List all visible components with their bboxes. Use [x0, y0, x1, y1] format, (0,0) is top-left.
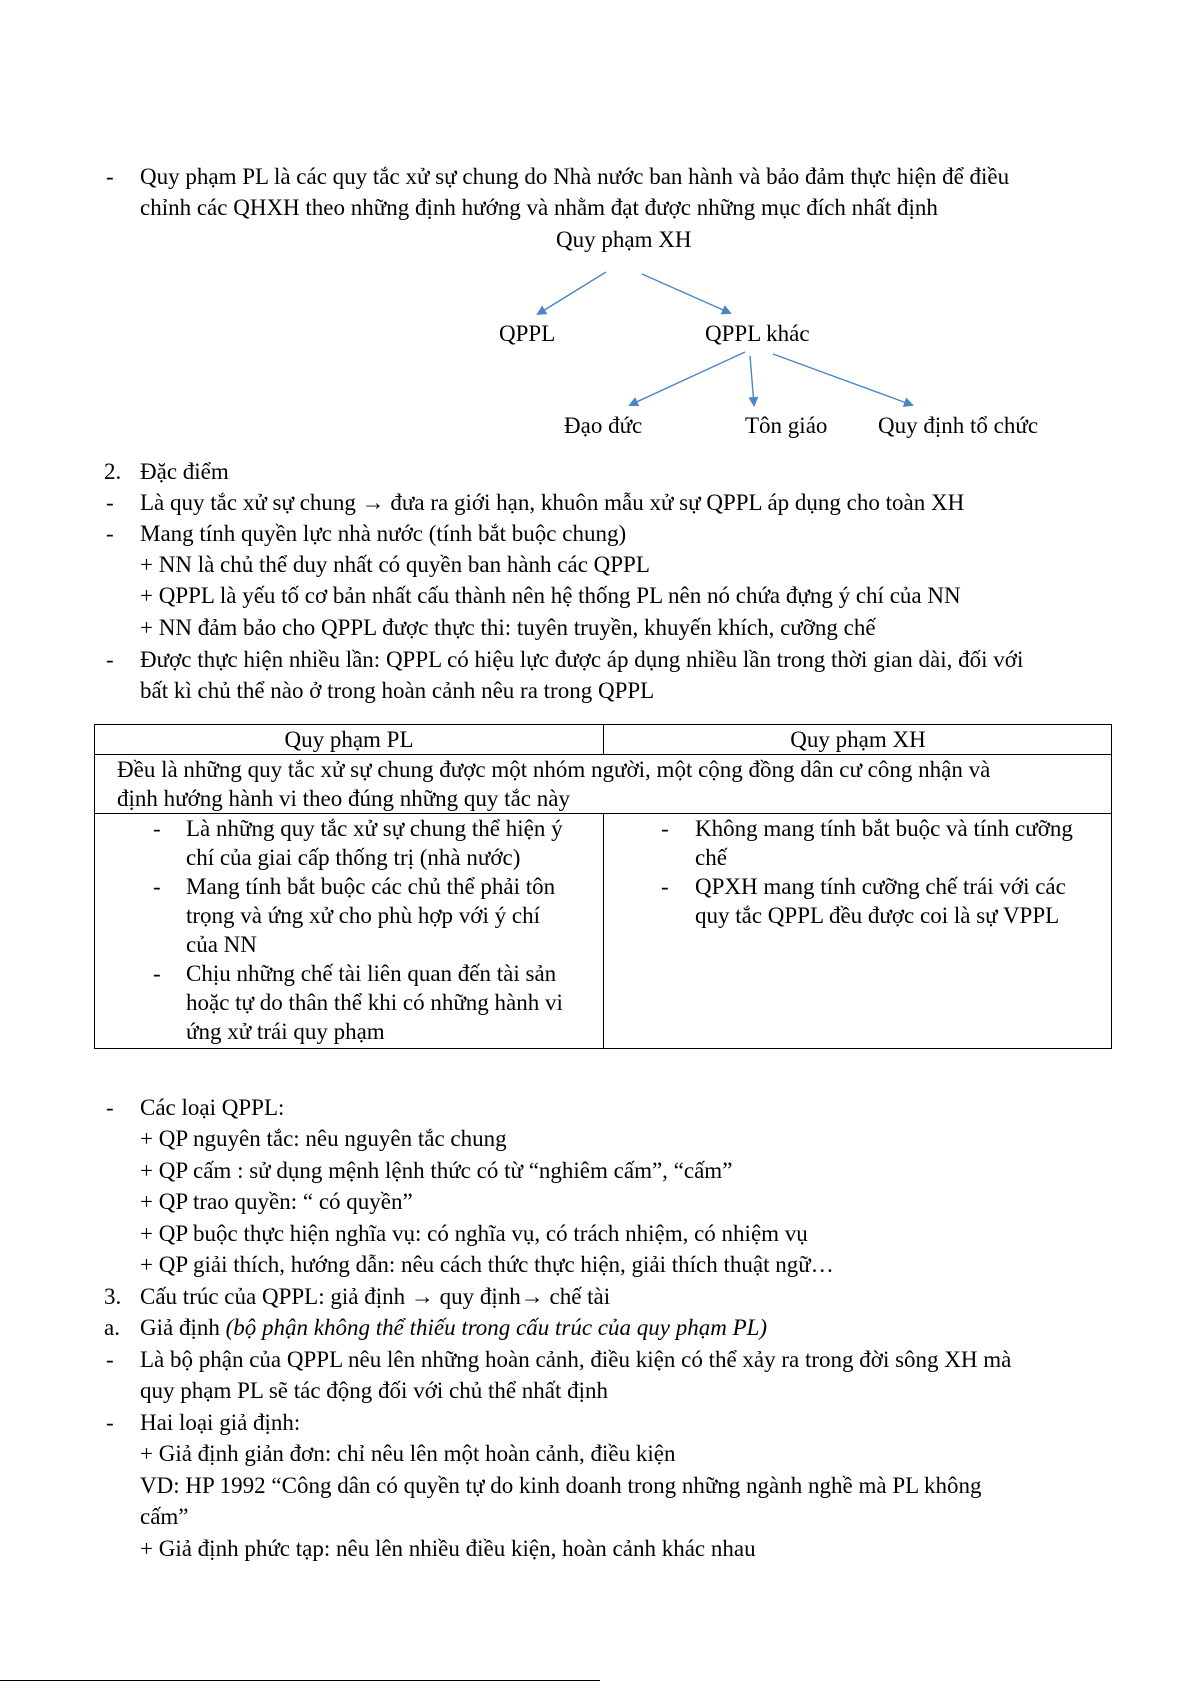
- types-title: Các loại QPPL:: [140, 1095, 285, 1120]
- types-item-3: + QP trao quyền: “ có quyền”: [140, 1189, 413, 1214]
- section-2-number: 2.: [104, 459, 122, 484]
- comparison-table: [94, 724, 1112, 1049]
- section-2-item-2: Mang tính quyền lực nhà nước (tính bắt buộc chung): [140, 521, 627, 546]
- table-divider: [603, 813, 604, 1049]
- section-a-note: (bộ phận không thể thiếu trong cấu trúc của quy phạm PL): [225, 1315, 768, 1340]
- table-right-line: quy tắc QPPL đều được coi là sự VPPL: [695, 903, 1060, 928]
- diagram-root: Quy phạm XH: [556, 227, 692, 252]
- table-right-line: chế: [695, 845, 727, 870]
- section-a-title: Giả định: [140, 1315, 226, 1340]
- section-2-item-1: Là quy tắc xử sự chung → đưa ra giới hạn, khuôn mẫu xử sự QPPL áp dụng cho toàn XH: [140, 490, 965, 515]
- table-right-line: Không mang tính bắt buộc và tính cưỡng: [695, 816, 1073, 841]
- section-a-item-1-line-1: Là bộ phận của QPPL nêu lên những hoàn cảnh, điều kiện có thể xảy ra trong đời sông XH mà: [140, 1347, 1012, 1372]
- section-2-sub-2: + QPPL là yếu tố cơ bản nhất cấu thành nên hệ thống PL nên nó chứa đựng ý chí của NN: [140, 583, 961, 608]
- section-2-sub-3: + NN đảm bảo cho QPPL được thực thi: tuyên truyền, khuyến khích, cưỡng chế: [140, 615, 876, 640]
- section-2-item-3-line-1: Được thực hiện nhiều lần: QPPL có hiệu lực được áp dụng nhiều lần trong thời gian dài, đối với: [140, 647, 1024, 672]
- list-bullet: -: [106, 1095, 114, 1120]
- section-3-title: Cấu trúc của QPPL: giả định → quy định→ chế tài: [140, 1284, 611, 1309]
- types-item-2: + QP cấm : sử dụng mệnh lệnh thức có từ “nghiêm cấm”, “cấm”: [140, 1158, 733, 1183]
- section-a-example-line-1: VD: HP 1992 “Công dân có quyền tự do kinh doanh trong những ngành nghề mà PL không: [140, 1473, 982, 1498]
- section-2-sub-1: + NN là chủ thể duy nhất có quyền ban hành các QPPL: [140, 552, 650, 577]
- diagram-node-qppl: QPPL: [499, 321, 556, 346]
- table-header-qpxh: Quy phạm XH: [790, 727, 926, 752]
- list-bullet: -: [153, 816, 161, 841]
- arrow-root-to-qppl: [538, 272, 606, 314]
- types-item-4: + QP buộc thực hiện nghĩa vụ: có nghĩa vụ, có trách nhiệm, có nhiệm vụ: [140, 1221, 808, 1246]
- table-left-line: ứng xử trái quy phạm: [186, 1019, 385, 1044]
- types-item-1: + QP nguyên tắc: nêu nguyên tắc chung: [140, 1126, 507, 1151]
- footer-rule: [0, 1680, 600, 1681]
- diagram-node-qppl-khac: QPPL khác: [705, 321, 810, 346]
- table-left-line: trọng và ứng xử cho phù hợp với ý chí: [186, 903, 540, 928]
- diagram-node-ton-giao: Tôn giáo: [745, 413, 828, 438]
- table-right-line: QPXH mang tính cưỡng chế trái với các: [695, 874, 1066, 899]
- list-bullet: -: [106, 490, 114, 515]
- list-bullet: -: [106, 647, 114, 672]
- table-left-line: Là những quy tắc xử sự chung thể hiện ý: [186, 816, 563, 841]
- section-a-example-line-2: cấm”: [140, 1504, 189, 1529]
- arrow-root-to-qppl-khac: [642, 274, 730, 313]
- table-header-qppl: Quy phạm PL: [284, 727, 414, 752]
- list-bullet: -: [661, 874, 669, 899]
- diagram-node-quy-dinh-to-chuc: Quy định tổ chức: [878, 413, 1039, 438]
- table-left-line: chí của giai cấp thống trị (nhà nước): [186, 845, 521, 870]
- types-item-5: + QP giải thích, hướng dẫn: nêu cách thức thực hiện, giải thích thuật ngữ…: [140, 1252, 834, 1277]
- intro-text-line-1: Quy phạm PL là các quy tắc xử sự chung do Nhà nước ban hành và bảo đảm thực hiện để điều: [140, 164, 1010, 189]
- section-a-sub-2: + Giả định phức tạp: nêu lên nhiều điều kiện, hoàn cảnh khác nhau: [140, 1536, 756, 1561]
- section-a-letter: a.: [104, 1315, 120, 1340]
- table-left-line: của NN: [186, 932, 257, 957]
- intro-bullet: -: [106, 164, 114, 189]
- list-bullet: -: [153, 874, 161, 899]
- list-bullet: -: [661, 816, 669, 841]
- list-bullet: -: [106, 1347, 114, 1372]
- section-a-heading: [140, 1314, 767, 1342]
- section-a-sub-1: + Giả định giản đơn: chỉ nêu lên một hoàn cảnh, điều kiện: [140, 1441, 676, 1466]
- section-3-number: 3.: [104, 1284, 122, 1309]
- table-common-line-1: Đều là những quy tắc xử sự chung được một nhóm người, một cộng đồng dân cư công nhận và: [117, 757, 991, 782]
- diagram-node-dao-duc: Đạo đức: [564, 413, 643, 438]
- list-bullet: -: [106, 1410, 114, 1435]
- section-a-item-1-line-2: quy phạm PL sẽ tác động đối với chủ thể nhất định: [140, 1378, 609, 1403]
- section-a-item-2: Hai loại giả định:: [140, 1410, 301, 1435]
- arrow-to-ton-giao: [750, 356, 754, 405]
- list-bullet: -: [153, 961, 161, 986]
- section-2-title: Đặc điểm: [140, 459, 229, 484]
- section-2-item-3-line-2: bất kì chủ thể nào ở trong hoàn cảnh nêu ra trong QPPL: [140, 678, 655, 703]
- arrow-to-dao-duc: [630, 352, 745, 405]
- table-left-line: Mang tính bắt buộc các chủ thể phải tôn: [186, 874, 556, 899]
- list-bullet: -: [106, 521, 114, 546]
- table-left-line: Chịu những chế tài liên quan đến tài sản: [186, 961, 557, 986]
- classification-diagram: [0, 0, 1191, 440]
- table-common-line-2: định hướng hành vi theo đúng những quy tắc này: [117, 786, 570, 811]
- arrow-to-quy-dinh-to-chuc: [773, 354, 912, 405]
- intro-text-line-2: chỉnh các QHXH theo những định hướng và nhằm đạt được những mục đích nhất định: [140, 195, 938, 220]
- table-left-line: hoặc tự do thân thể khi có những hành vi: [186, 990, 563, 1015]
